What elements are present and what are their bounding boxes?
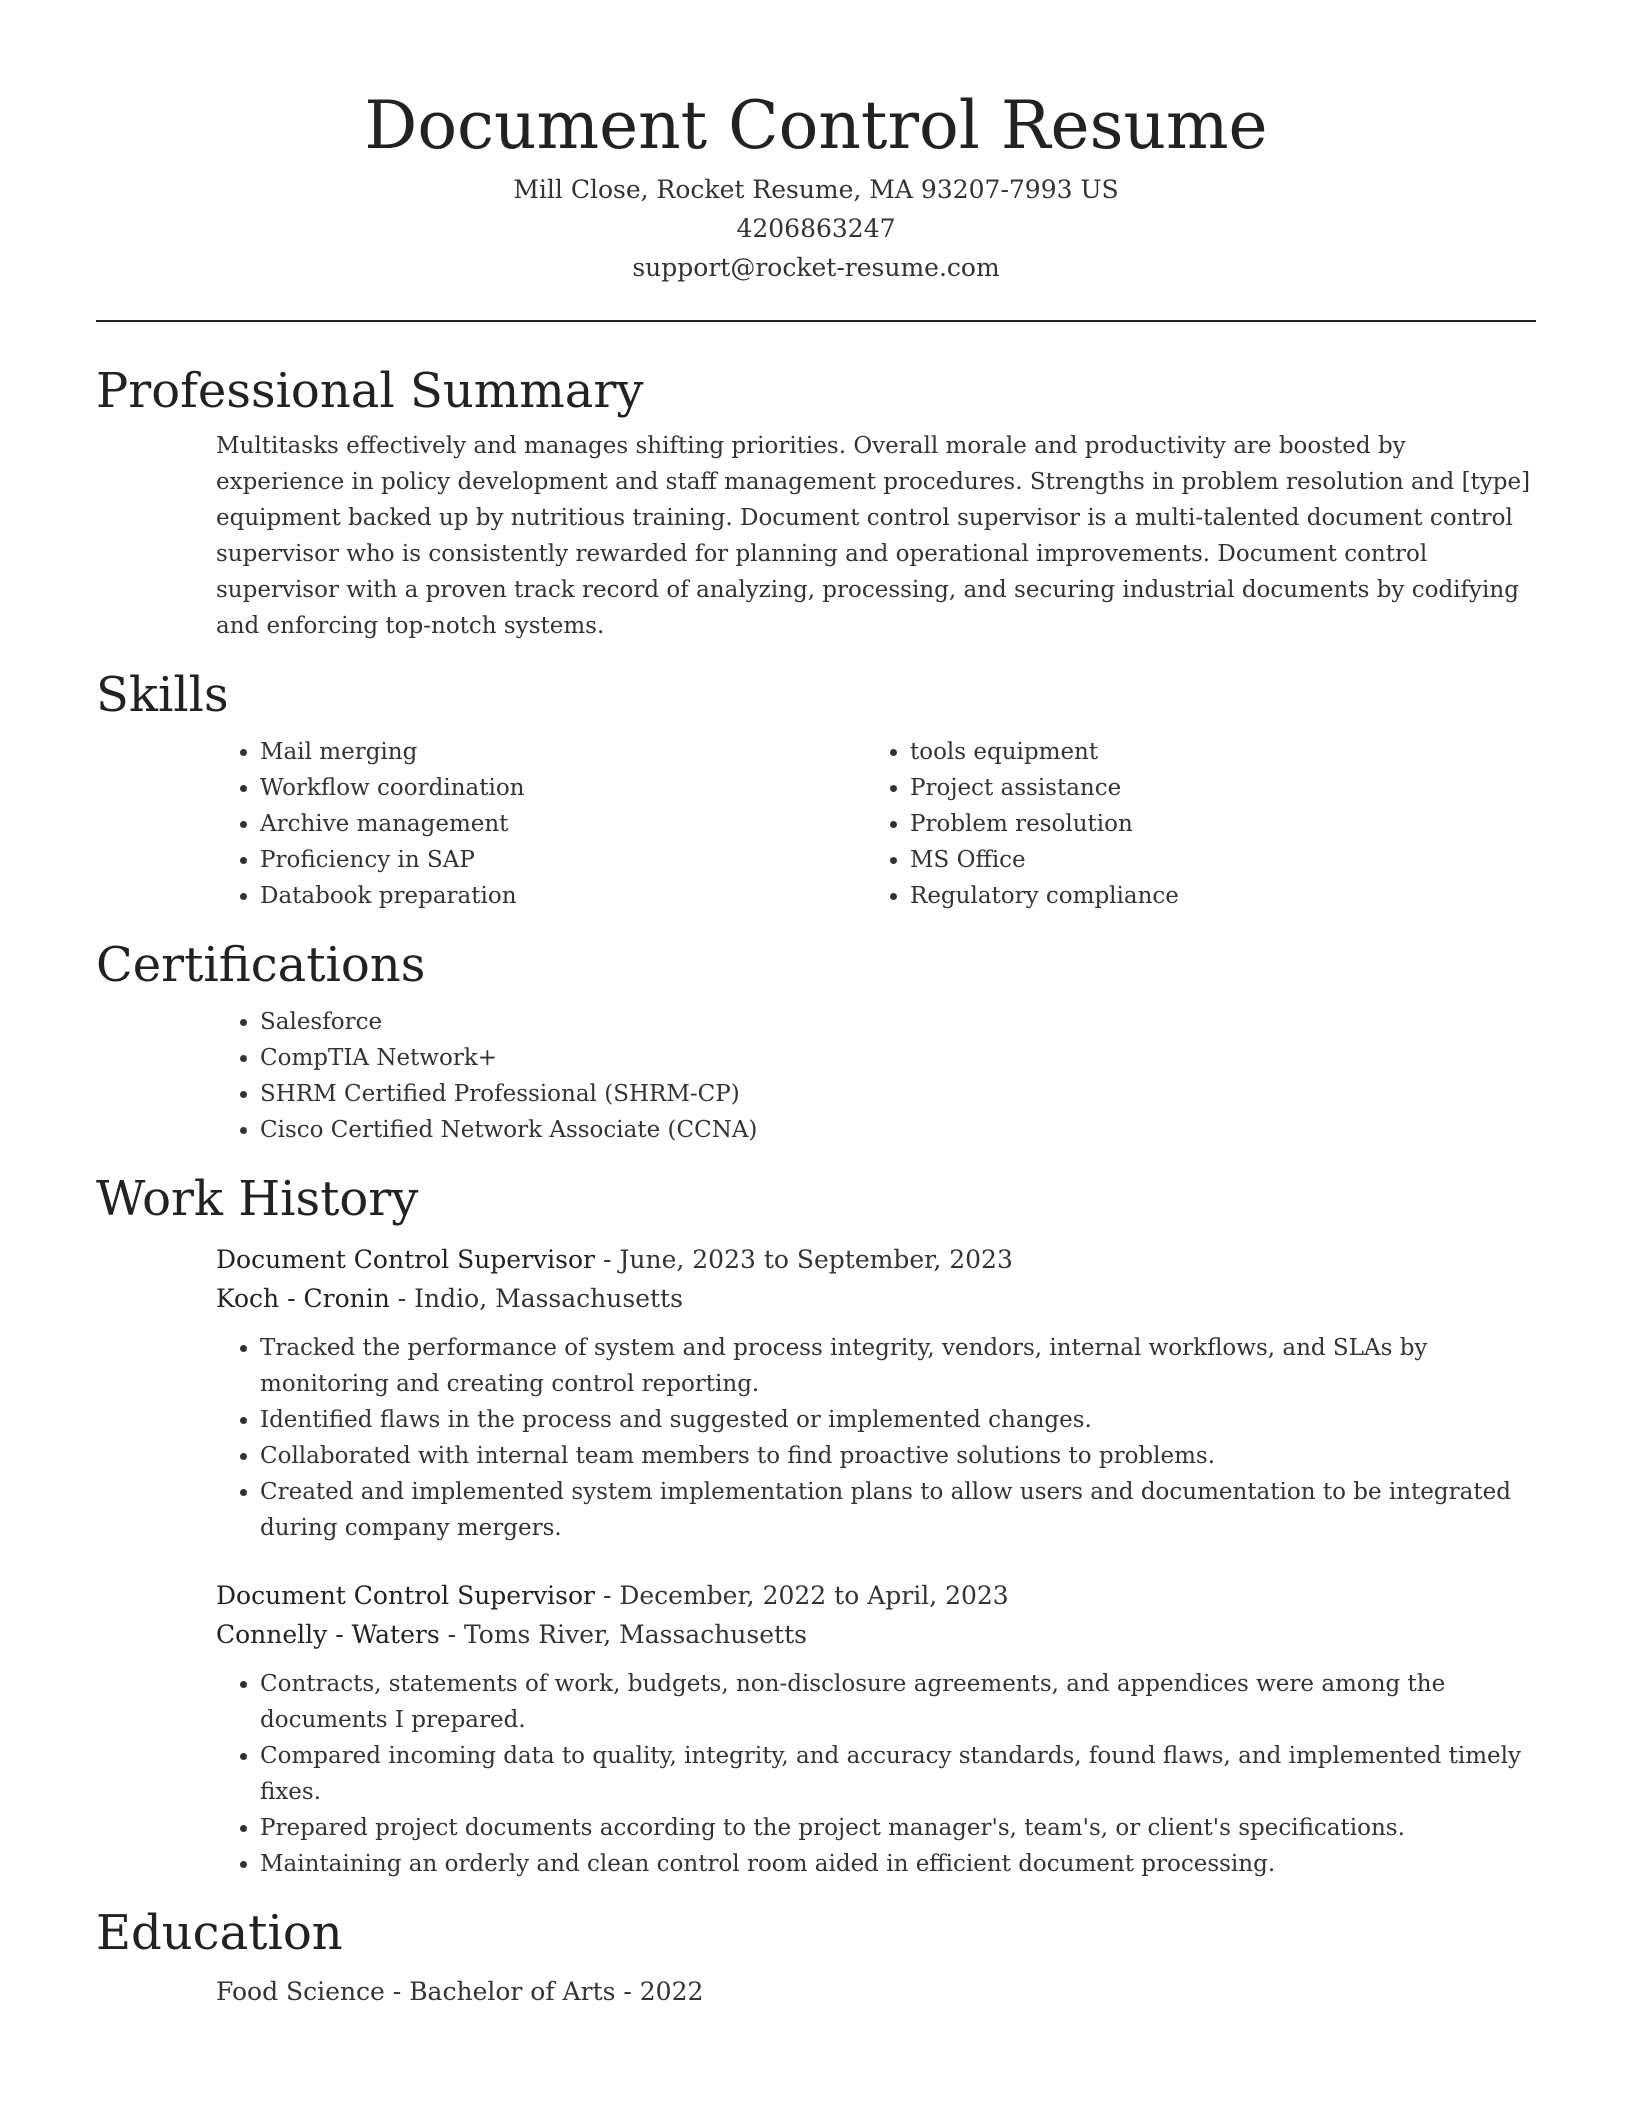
- skills-column-right: [866, 734, 1516, 914]
- job-location: - Indio, Massachusetts: [389, 1284, 683, 1313]
- job-company-line: [216, 1615, 1536, 1654]
- skill-item: • Regulatory compliance: [910, 878, 1516, 914]
- resume-header: [96, 0, 1536, 287]
- summary-block: [96, 428, 1536, 644]
- certification-item: • CompTIA Network+: [260, 1040, 1536, 1076]
- education-heading: Education: [96, 1905, 343, 1961]
- job-dates: - December, 2022 to April, 2023: [595, 1581, 1009, 1610]
- job-bullet: • Contracts, statements of work, budgets, non-disclosure agreements, and appendices were among the documents I prepared.: [260, 1666, 1536, 1738]
- job-dates: - June, 2023 to September, 2023: [595, 1245, 1013, 1274]
- job-bullet: • Maintaining an orderly and clean control room aided in efficient document processing.: [260, 1846, 1536, 1882]
- summary-heading: Professional Summary: [96, 363, 644, 419]
- resume-title: Document Control Resume: [364, 87, 1268, 164]
- header-divider: [96, 320, 1536, 322]
- summary-text: Multitasks effectively and manages shifting priorities. Overall morale and productivity are boosted by experience in policy development and staff management procedures. Strengths in problem resolution and [type] equipment backed up by nutritious training. Document control supervisor is a multi-talented document control supervisor who is consistently rewarded for planning and operational improvements. Document control supervisor with a proven track record of analyzing, processing, and securing industrial documents by codifying and enforcing top-notch systems.: [216, 433, 1531, 639]
- job-entry: [96, 1576, 1536, 1882]
- job-bullets: [216, 1666, 1536, 1882]
- address: Mill Close, Rocket Resume, MA 93207-7993 US: [513, 175, 1119, 204]
- certifications-block: [96, 1004, 1536, 1148]
- job-bullet: • Identified flaws in the process and suggested or implemented changes.: [260, 1402, 1536, 1438]
- email: support@rocket-resume.com: [632, 253, 1000, 282]
- education-line: Food Science - Bachelor of Arts - 2022: [216, 1977, 704, 2006]
- skill-item: • Workflow coordination: [260, 770, 866, 806]
- job-entry: [96, 1240, 1536, 1546]
- job-bullet: • Tracked the performance of system and process integrity, vendors, internal workflows, and SLAs by monitoring and creating control reporting.: [260, 1330, 1536, 1402]
- job-bullet: • Created and implemented system implementation plans to allow users and documentation to be integrated during company mergers.: [260, 1474, 1536, 1546]
- job-company-line: [216, 1279, 1536, 1318]
- skills-heading: Skills: [96, 667, 229, 723]
- skill-item: • Archive management: [260, 806, 866, 842]
- job-bullets: [216, 1330, 1536, 1546]
- skill-item: • Proficiency in SAP: [260, 842, 866, 878]
- job-title-line: [216, 1576, 1536, 1615]
- job-title: Document Control Supervisor: [216, 1245, 595, 1274]
- work-history-heading: Work History: [96, 1171, 419, 1227]
- skills-grid: [96, 734, 1536, 914]
- job-bullet: • Compared incoming data to quality, integrity, and accuracy standards, found flaws, and implemented timely fixes.: [260, 1738, 1536, 1810]
- phone: 4206863247: [736, 214, 896, 243]
- job-bullet: • Prepared project documents according to the project manager's, team's, or client's specifications.: [260, 1810, 1536, 1846]
- certifications-heading: Certifications: [96, 937, 426, 993]
- skill-item: • Project assistance: [910, 770, 1516, 806]
- job-title-line: [216, 1240, 1536, 1279]
- job-company: Koch - Cronin: [216, 1284, 390, 1313]
- skill-item: • Problem resolution: [910, 806, 1516, 842]
- resume-page: [96, 0, 1536, 2011]
- job-bullet: • Collaborated with internal team members to find proactive solutions to problems.: [260, 1438, 1536, 1474]
- skill-item: • MS Office: [910, 842, 1516, 878]
- job-company: Connelly - Waters: [216, 1620, 440, 1649]
- certification-item: • Cisco Certified Network Associate (CCNA): [260, 1112, 1536, 1148]
- skill-item: • Mail merging: [260, 734, 866, 770]
- job-location: - Toms River, Massachusetts: [439, 1620, 807, 1649]
- certification-item: • Salesforce: [260, 1004, 1536, 1040]
- skills-column-left: [216, 734, 866, 914]
- skill-item: • tools equipment: [910, 734, 1516, 770]
- job-title: Document Control Supervisor: [216, 1581, 595, 1610]
- skill-item: • Databook preparation: [260, 878, 866, 914]
- education-block: [96, 1972, 1536, 2011]
- certification-item: • SHRM Certified Professional (SHRM-CP): [260, 1076, 1536, 1112]
